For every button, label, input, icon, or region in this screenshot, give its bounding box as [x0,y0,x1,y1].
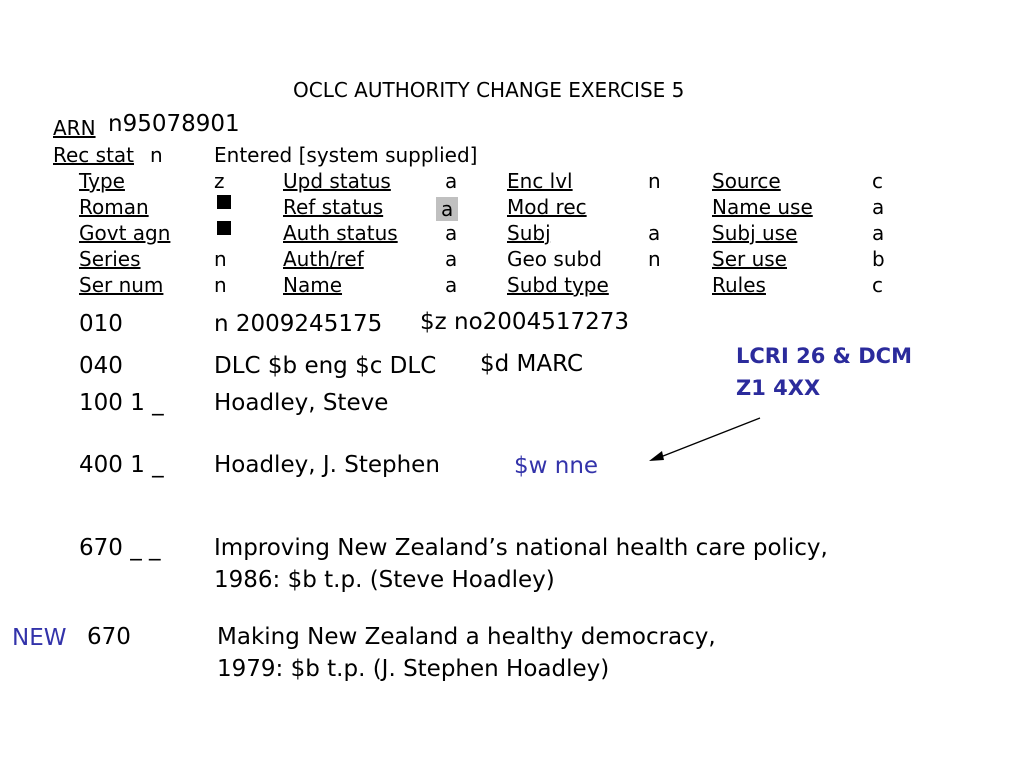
fixed-field-label: Rules [712,273,766,297]
page-title: OCLC AUTHORITY CHANGE EXERCISE 5 [293,78,685,102]
field-value-040: DLC $b eng $c DLC [214,353,437,379]
annotation-line1: LCRI 26 & DCM [736,344,912,368]
fixed-field-value: a [445,273,458,297]
field-tag-010: 010 [79,311,123,337]
field-value-670-new-line1: Making New Zealand a healthy democracy, [217,624,716,650]
fixed-field-value: a [872,195,885,219]
field-tag-100: 100 1 _ [79,390,164,416]
fixed-field-value: n [648,247,661,271]
field-tag-040: 040 [79,353,123,379]
fixed-field-label: Ser num [79,273,164,297]
fixed-field-label: Enc lvl [507,169,573,193]
fixed-field-label: Govt agn [79,221,171,245]
arn-value: n95078901 [108,111,240,137]
field-extra-040: $d MARC [480,351,584,377]
fixed-field-value: a [872,221,885,245]
fixed-field-value: n [648,169,661,193]
field-tag-670: 670 _ _ [79,535,161,561]
fixed-field-label: Source [712,169,781,193]
fixed-field-label: Series [79,247,141,271]
fixed-field-label: Upd status [283,169,391,193]
arn-label: ARN [53,116,96,140]
field-value-010: n 2009245175 [214,311,383,337]
fixed-field-value: b [872,247,885,271]
fixed-field-label: Subj [507,221,551,245]
fixed-field-label: Roman [79,195,149,219]
fixed-field-value: c [872,169,883,193]
new-marker: NEW [12,625,67,651]
fixed-field-value: n [214,273,227,297]
fixed-field-label: Subj use [712,221,798,245]
fixed-field-label: Auth status [283,221,398,245]
fixed-field-label: Ser use [712,247,787,271]
fixed-field-value: a [445,221,458,245]
field-extra-010: $z no2004517273 [420,309,629,335]
fixed-field-label: Ref status [283,195,384,219]
fixed-field-label: Name [283,273,343,297]
subfield-w-nne: $w nne [514,453,599,479]
fixed-field-value: z [214,169,225,193]
rec-stat-label: Rec stat [53,143,135,167]
field-tag-670-new: 670 [87,624,131,650]
entered-text: Entered [system supplied] [214,143,478,167]
fixed-field-label: Subd type [507,273,609,297]
field-value-100: Hoadley, Steve [214,390,389,416]
annotation-line2: Z1 4XX [736,376,821,400]
fixed-field-value: a [445,169,458,193]
fixed-field-label: Type [79,169,125,193]
rec-stat-value: n [150,143,163,167]
fixed-field-value: a [445,247,458,271]
fixed-field-value: a [648,221,661,245]
field-tag-400: 400 1 _ [79,452,164,478]
field-value-670-new-line2: 1979: $b t.p. (J. Stephen Hoadley) [217,656,610,682]
fixed-field-value: n [214,247,227,271]
fixed-field-label: Auth/ref [283,247,364,271]
fixed-field-label: Geo subd [507,247,602,271]
fixed-field-label: Name use [712,195,813,219]
fixed-field-label: Mod rec [507,195,587,219]
fixed-field-value: c [872,273,883,297]
field-value-670-line2: 1986: $b t.p. (Steve Hoadley) [214,567,555,593]
field-value-400: Hoadley, J. Stephen [214,452,440,478]
field-value-670-line1: Improving New Zealand’s national health care policy, [214,535,828,561]
highlighted-value: a [436,197,458,221]
